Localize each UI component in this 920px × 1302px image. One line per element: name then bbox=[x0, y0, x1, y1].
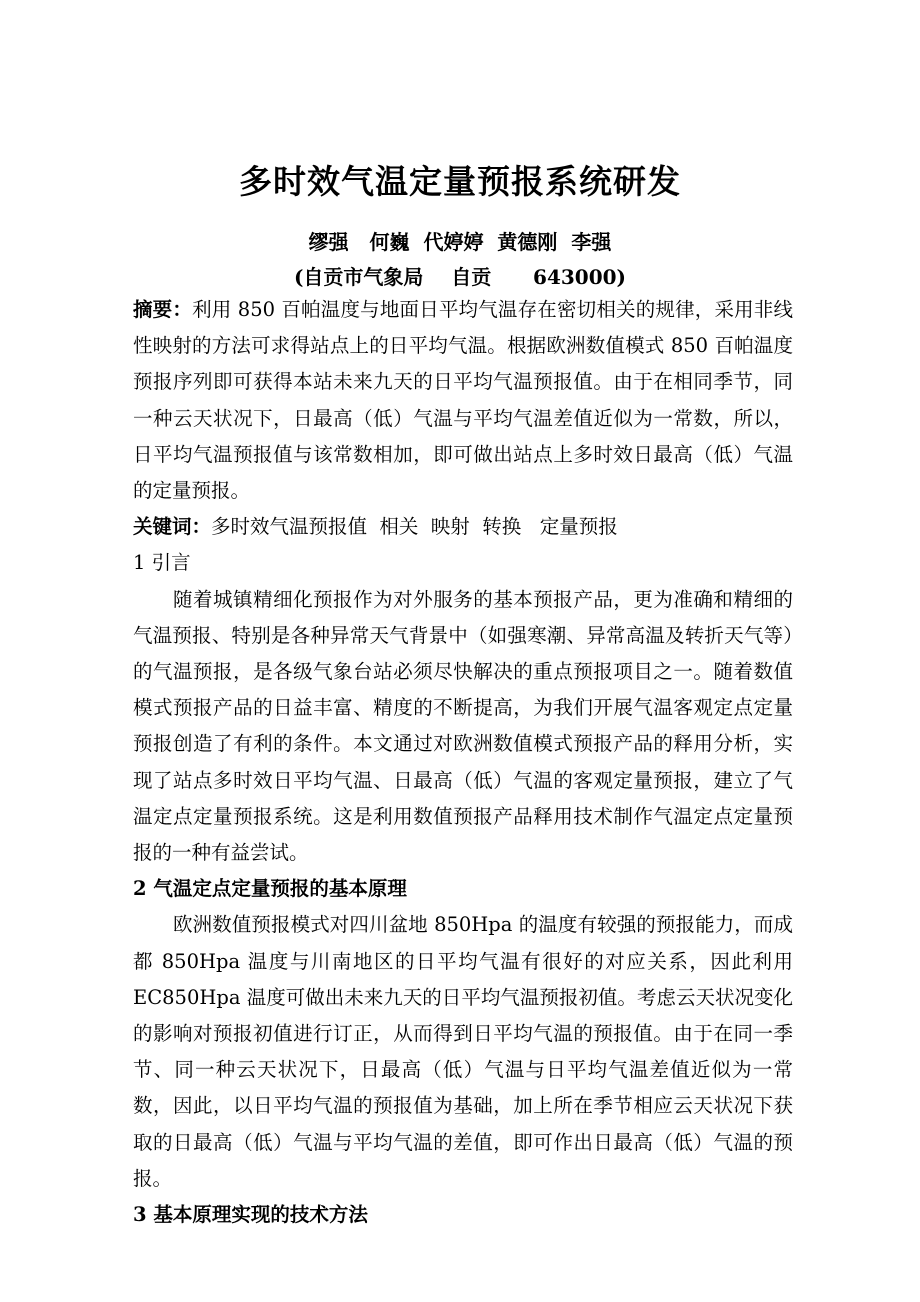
abstract bbox=[133, 292, 793, 509]
paper-title: 多时效气温定量预报系统研发 bbox=[239, 162, 681, 201]
abstract-text: 利用 850 百帕温度与地面日平均气温存在密切相关的规律，采用非线性映射的方法可求得站点上的日平均气温。根据欧洲数值模式 850 百帕温度预报序列即可获得本站未来九天的日平均气温预报值。由于在相同季节，同一种云天状况下，日最高（低）气温与平均气温差值近似为一常数，所以，日平均气温预报值与该常数相加，即可做出站点上多时效日最高（低）气温的定量预报。 bbox=[133, 298, 793, 503]
section-heading-intro: 1 引言 bbox=[133, 551, 191, 575]
paper-body bbox=[133, 292, 793, 1233]
abstract-label: 摘要： bbox=[133, 298, 193, 321]
affiliation: (自贡市气象局 自贡 643000) bbox=[293, 265, 627, 289]
section-paragraph-principle: 欧洲数值预报模式对四川盆地 850Hpa 的温度有较强的预报能力，而成都 850Hpa 温度与川南地区的日平均气温有很好的对应关系，因此利用 EC850Hpa 温度可做出未来九天的日平均气温预报初值。考虑云天状况变化的影响对预报初值进行订正，从而得到日平均气温的预报值。由于在同一季节、同一种云天状况下，日最高（低）气温与日平均气温差值近似为一常数，因此，以日平均气温的预报值为基础，加上所在季节相应云天状况下获取的日最高（低）气温与平均气温的差值，即可作出日最高（低）气温的预报。 bbox=[133, 913, 793, 1190]
section-heading-principle: 2 气温定点定量预报的基本原理 bbox=[133, 877, 407, 901]
section-paragraph-intro: 随着城镇精细化预报作为对外服务的基本预报产品，更为准确和精细的气温预报、特别是各种异常天气背景中（如强寒潮、异常高温及转折天气等）的气温预报，是各级气象台站必须尽快解决的重点预报项目之一。随着数值模式预报产品的日益丰富、精度的不断提高，为我们开展气温客观定点定量预报创造了有利的条件。本文通过对欧洲数值模式预报产品的释用分析，实现了站点多时效日平均气温、日最高（低）气温的客观定量预报，建立了气温定点定量预报系统。这是利用数值预报产品释用技术制作气温定点定量预报的一种有益尝试。 bbox=[133, 587, 793, 865]
keywords-label: 关键词： bbox=[133, 515, 212, 539]
keywords-text: 多时效气温预报值 相关 映射 转换 定量预报 bbox=[211, 515, 618, 539]
author-list: 缪强 何巍 代婷婷 黄德刚 李强 bbox=[308, 230, 612, 254]
keywords bbox=[133, 509, 793, 545]
section-heading-method: 3 基本原理实现的技术方法 bbox=[133, 1203, 368, 1227]
